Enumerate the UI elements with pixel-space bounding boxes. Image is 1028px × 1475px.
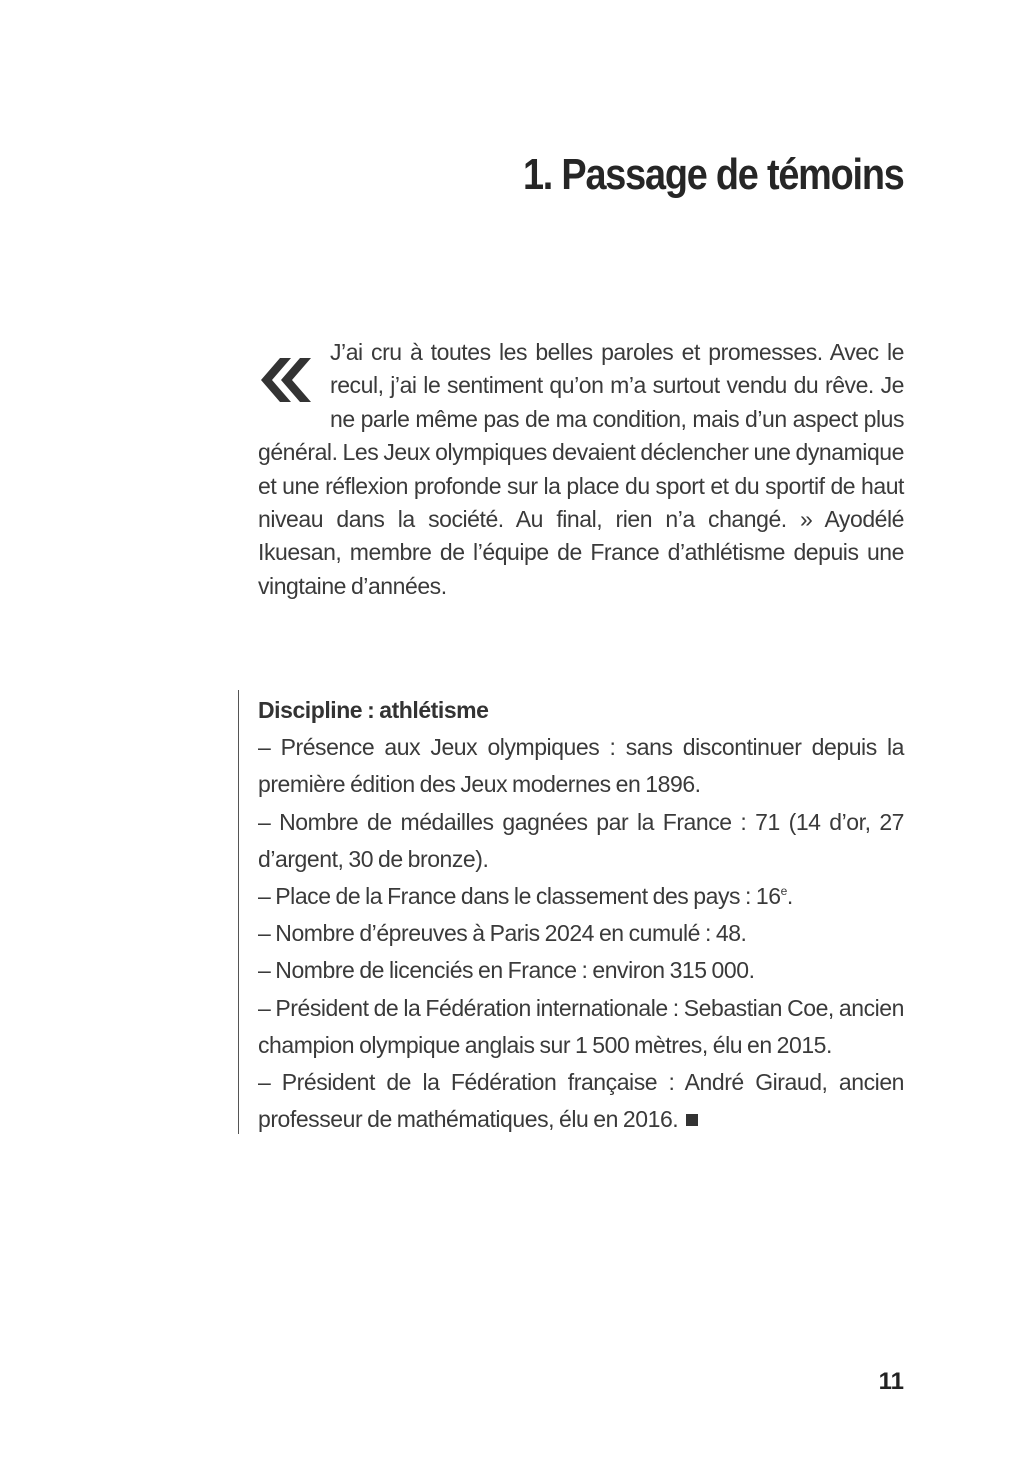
quote-text: J’ai cru à toutes les belles paroles et promesses. Avec le recul, j’ai le sentiment qu’on m’a surtout vendu du rêve. Je ne parle même pas de ma condition, mais d’un aspect plus général. Les Jeux olympiques devaient déclencher une dynamique et une réflexion profonde sur la place du sport et du sportif de haut niveau dans la société. Au final, rien n’a changé. » <box>258 339 904 533</box>
opening-quote <box>258 336 904 603</box>
info-item-events: – Nombre d’épreuves à Paris 2024 en cumulé : 48. <box>258 920 747 947</box>
info-item-licensees: – Nombre de licenciés en France : environ 315 000. <box>258 957 755 984</box>
discipline-info-box <box>238 690 904 1134</box>
info-item-ranking <box>258 878 904 915</box>
info-item-medals: – Nombre de médailles gagnées par la France : 71 (14 d’or, 27 d’argent, 30 de bronze). <box>258 808 904 872</box>
discipline-heading: Discipline : athlétisme <box>258 697 489 723</box>
quote-attribution: Ayodélé Ikuesan, membre de l’équipe de France d’athlétisme depuis une vingtaine d’années. <box>258 506 905 599</box>
fr-president-text: – Président de la Fédération française : André Giraud, ancien professeur de mathématiques, élu en 2016. <box>258 1069 904 1133</box>
ranking-period: . <box>786 883 793 910</box>
info-item-fr-president <box>258 1064 904 1138</box>
info-item-intl-president: – Président de la Fédération internationale : Sebastian Coe, ancien champion olympique anglais sur 1 500 mètres, élu en 2015. <box>258 994 904 1058</box>
info-item-presence: – Présence aux Jeux olympiques : sans discontinuer depuis la première édition des Jeux modernes en 1896. <box>258 734 904 798</box>
ranking-text: – Place de la France dans le classement des pays : 16 <box>258 883 781 910</box>
ranking-superscript: e <box>780 884 787 899</box>
page-number: 11 <box>878 1368 904 1395</box>
end-mark-icon <box>686 1114 698 1126</box>
chapter-title: 1. Passage de témoins <box>523 150 904 199</box>
double-angle-quote-icon <box>258 336 324 432</box>
